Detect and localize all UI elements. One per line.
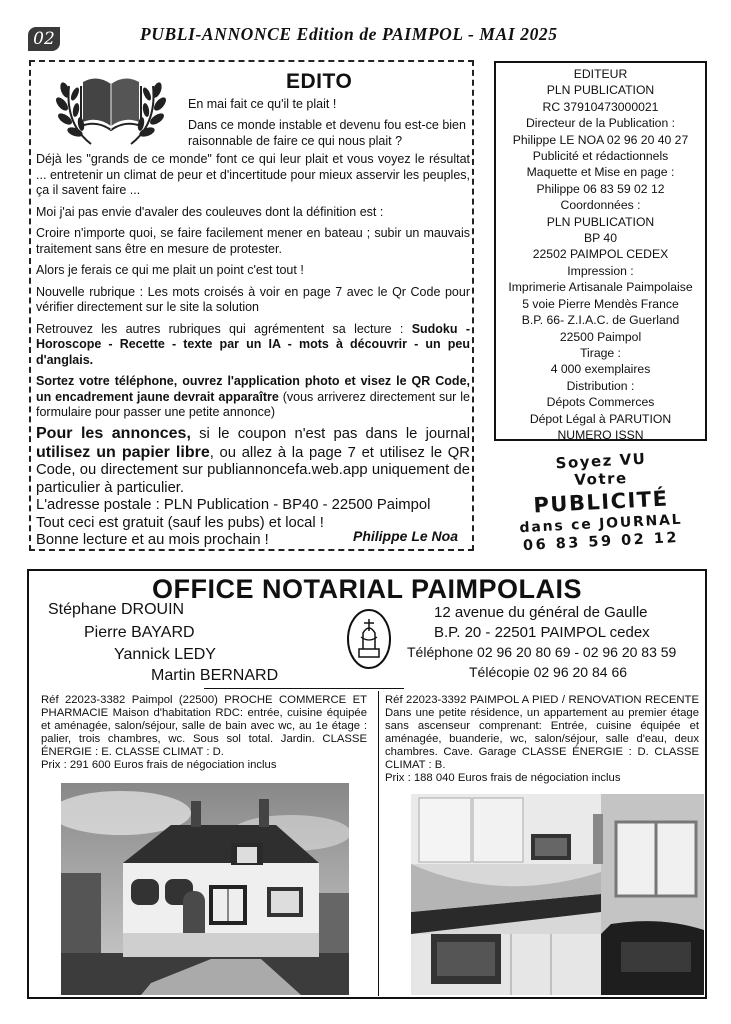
- edito-intro-line: Dans ce monde instable et devenu fou est-ce bien raisonnable de faire ce qui nous plait ?: [188, 118, 466, 148]
- promo-line: dans ce JOURNAL: [519, 511, 683, 537]
- editor-info-line: Philippe 06 83 59 02 12: [536, 181, 665, 196]
- editor-info-line: Dépot Légal à PARUTION: [529, 411, 672, 426]
- listing-price: Prix : 291 600 Euros frais de négociation inclus: [41, 759, 277, 771]
- editor-info-line: Maquette et Mise en page :: [526, 165, 675, 180]
- editor-info-line: Dépots Commerces: [546, 395, 655, 410]
- edito-paragraph: [36, 374, 470, 421]
- editor-info-line: Coordonnées :: [560, 198, 641, 213]
- editor-info-line: PLN PUBLICATION: [546, 214, 655, 229]
- editor-info-line: Tirage :: [580, 345, 621, 360]
- notary-name: Stéphane DROUIN: [48, 601, 185, 618]
- editor-info-line: B.P. 66- Z.I.A.C. de Guerland: [521, 313, 680, 328]
- promo-line: PUBLICITÉ: [532, 486, 670, 518]
- annonces-bold: Pour les annonces,: [36, 425, 191, 442]
- office-fax: Télécopie 02 96 20 84 66: [469, 664, 628, 680]
- edito-intro-line: En mai fait ce qu'il te plait !: [188, 97, 337, 111]
- edito-text: Retrouvez les autres rubriques qui agrémentent sa lecture :: [36, 321, 412, 336]
- signature: Philippe Le Noa: [352, 528, 458, 544]
- editor-info-line: 4 000 exemplaires: [550, 362, 651, 377]
- edito-bold-text: Sortez votre téléphone, ouvrez l'application photo et visez le QR Code, un encadrement jaune devrait apparaître: [36, 374, 470, 404]
- edito-paragraph: [36, 322, 470, 369]
- closing-line: Bonne lecture et au mois prochain !: [36, 532, 269, 548]
- edito-box: [29, 60, 474, 551]
- promo-line: Soyez VU: [555, 449, 647, 473]
- edito-paragraph: Déjà les "grands de ce monde" font ce qui leur plait et vous voyez le résultat ... entretenir un climat de peur et d'incertitude pour mieux asservir les peuples, ça il savent faire ...: [36, 152, 470, 197]
- editor-info-line: 5 voie Pierre Mendès France: [522, 296, 679, 311]
- notary-emblem-icon: [345, 607, 393, 671]
- edito-text: (vous arriverez directement sur le formulaire pour passer une petite annonce): [36, 389, 470, 419]
- listing: [41, 694, 367, 772]
- editor-info-line: EDITEUR: [573, 67, 628, 81]
- free-note: Tout ceci est gratuit (sauf les pubs) et local !: [36, 514, 324, 531]
- edito-paragraph: Nouvelle rubrique : Les mots croisés à voir en page 7 avec le Qr Code pour vérifier directement sur le site la solution: [36, 284, 470, 314]
- notary-name: Martin BERNARD: [151, 667, 279, 684]
- editor-info-line: BP 40: [584, 231, 617, 246]
- listing-description: Réf 22023-3392 PAIMPOL A PIED / RENOVATION RECENTE Dans une petite résidence, un appartement au premier étage sans ascenseur comprenant: Entrée, cuisine équipée et aménagée, buanderie, wc, salon/séjour, salle d'eau, deux chambres. Cave. Garage CLASSE ÉNERGIE : D. CLASSE CLIMAT : B.: [385, 694, 699, 771]
- edito-paragraph: Alors je ferais ce qui me plait un point c'est tout !: [36, 263, 304, 277]
- listing-description: Réf 22023-3382 Paimpol (22500) PROCHE COMMERCE ET PHARMACIE Maison d'habitation RDC: entrée, cuisine équipée et aménagée, salon/séjour, salle de bain avec wc, au 1e étage : palier, trois chambres, wc. Sous sol total. Jardin. CLASSE ÉNERGIE : E. CLASSE CLIMAT : D.: [41, 694, 367, 758]
- promo-line: Votre: [574, 469, 628, 489]
- editor-info-box: [494, 61, 707, 441]
- listing-price: Prix : 188 040 Euros frais de négociation inclus: [385, 772, 621, 784]
- advertising-promo: [496, 449, 706, 555]
- annonces-span: si le coupon n'est pas dans le journal: [190, 426, 470, 442]
- annonces-span: , ou allez à la page 7 et utilisez le QR Code, ou directement sur publiannoncefa.web.app uniquement de particulier à particulier.: [36, 444, 470, 496]
- editor-info-line: RC 37910473000021: [542, 99, 659, 114]
- office-po-box: B.P. 20 - 22501 PAIMPOL cedex: [434, 624, 650, 641]
- edito-intro: [188, 96, 470, 154]
- edito-paragraph: Moi j'ai pas envie d'avaler des couleuves dont la définition est :: [36, 204, 384, 219]
- kitchen-photo: [411, 794, 704, 995]
- house-photo: [61, 783, 349, 995]
- annonces-bold: utilisez un papier libre: [36, 443, 210, 461]
- divider: [204, 688, 404, 689]
- edito-paragraph: Croire n'importe quoi, se faire facilement mener en bateau ; subir un mauvais traitement sans être en mesure de protester.: [36, 226, 470, 256]
- listing: [385, 694, 699, 785]
- editor-info-line: 22500 Paimpol: [559, 329, 642, 344]
- editor-info-line: Philippe LE NOA 02 96 20 40 27: [512, 132, 689, 147]
- edito-body: [36, 152, 470, 427]
- editor-info-line: 22502 PAIMPOL CEDEX: [532, 247, 669, 262]
- laurel-book-icon: [51, 64, 171, 146]
- editor-info-line: NUMERO ISSN: [557, 427, 644, 442]
- page-header-title: PUBLI-ANNONCE Edition de PAIMPOL - MAI 2025: [140, 24, 558, 44]
- postal-address: L'adresse postale : PLN Publication - BP40 - 22500 Paimpol: [36, 497, 431, 513]
- editor-info-line: Imprimerie Artisanale Paimpolaise: [508, 280, 693, 295]
- office-phone: Téléphone 02 96 20 80 69 - 02 96 20 83 59: [407, 644, 677, 660]
- edito-title: EDITO: [286, 70, 353, 93]
- notary-name: Yannick LEDY: [114, 646, 216, 663]
- editor-info-line: Impression :: [567, 263, 634, 278]
- notary-name: Pierre BAYARD: [84, 624, 195, 641]
- editor-info-line: Publicité et rédactionnels: [532, 149, 669, 164]
- divider: [378, 691, 379, 996]
- office-notarial-box: [27, 569, 707, 999]
- editor-info-line: PLN PUBLICATION: [546, 83, 655, 98]
- office-address: 12 avenue du général de Gaulle: [434, 604, 648, 621]
- page-number: 02: [28, 27, 60, 51]
- editor-info-line: Directeur de la Publication :: [525, 116, 676, 131]
- office-title: OFFICE NOTARIAL PAIMPOLAIS: [152, 574, 582, 604]
- promo-phone: 06 83 59 02 12: [522, 529, 680, 555]
- editor-info-line: Distribution :: [566, 378, 635, 393]
- edito-bold-text: Sudoku - Horoscope - Recette - texte par un IA - mots à découvrir - un peu d'anglais.: [36, 321, 470, 367]
